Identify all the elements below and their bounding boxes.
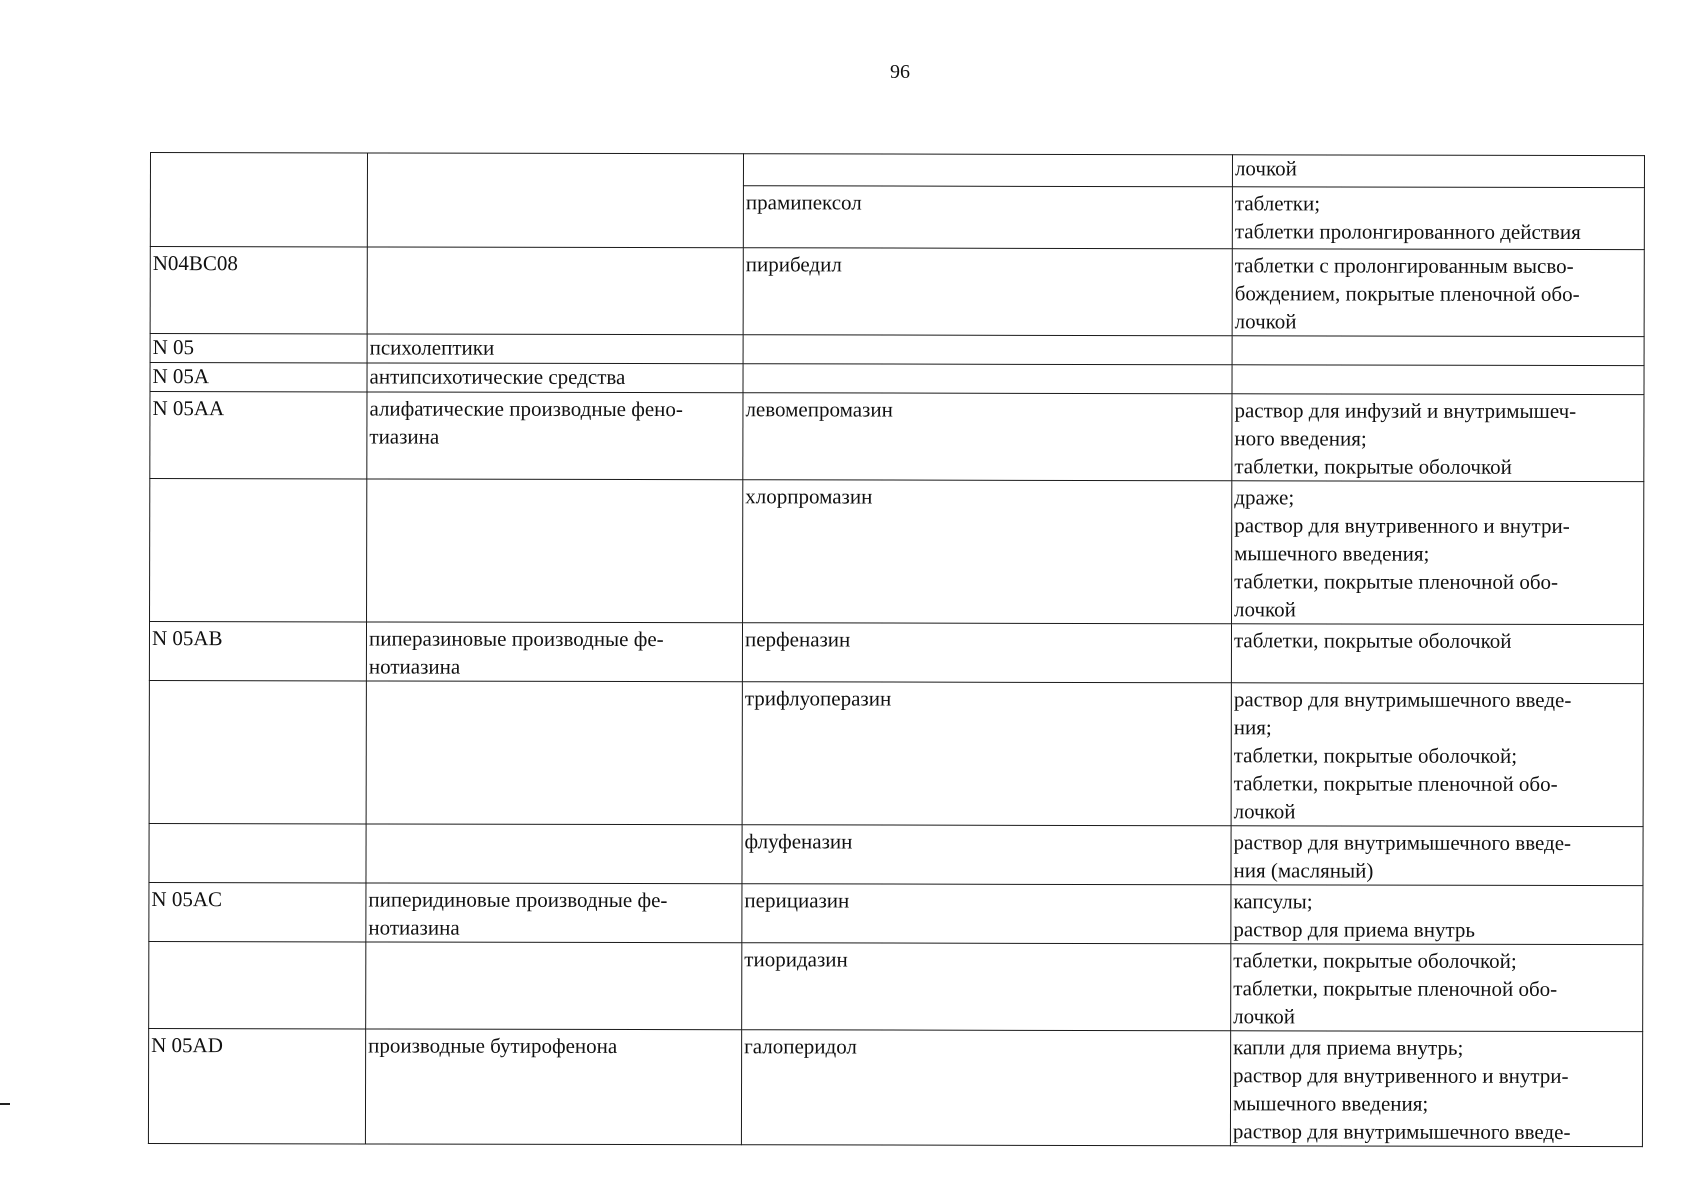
atc-code-cell (149, 823, 366, 882)
dosage-form-cell: раствор для внутримышечного введе- ния (масляный) (1231, 826, 1643, 886)
dosage-form-cell (1232, 336, 1644, 366)
group-name-cell: пиперидиновые производные фе- нотиазина (366, 883, 742, 943)
drug-name-cell: трифлуоперазин (742, 682, 1231, 826)
atc-code-cell: N 05AB (149, 622, 366, 681)
drug-name-cell: галоперидол (741, 1030, 1230, 1146)
dosage-form-cell: таблетки, покрытые оболочкой; таблетки, покрытые пленочной обо- лочкой (1231, 944, 1643, 1032)
atc-code-cell: N 05AA (150, 392, 367, 479)
group-name-cell (367, 153, 743, 248)
drug-name-cell: перициазин (742, 884, 1231, 944)
dosage-form-cell: раствор для инфузий и внутримышеч- ного введения; таблетки, покрытые оболочкой (1232, 394, 1644, 482)
atc-code-cell (150, 479, 367, 622)
atc-code-cell: N 05AD (148, 1028, 365, 1143)
group-name-cell: антипсихотические средства (367, 363, 743, 393)
drug-name-cell: флуфеназин (742, 825, 1231, 885)
drug-name-cell (743, 154, 1232, 187)
drug-name-cell: левомепромазин (743, 393, 1232, 481)
atc-code-cell: N04BC08 (150, 247, 367, 334)
drug-name-cell: тиоридазин (742, 943, 1231, 1031)
group-name-cell (367, 479, 743, 623)
drug-name-cell (743, 364, 1232, 394)
group-name-cell: производные бутирофенона (365, 1029, 741, 1145)
dosage-form-cell: лочкой (1232, 155, 1644, 188)
drug-name-cell: прамипексол (743, 186, 1232, 249)
atc-code-cell (149, 680, 366, 823)
dosage-form-cell: капли для приема внутрь; раствор для внутривенного и внутри- мышечного введения; раствор для внутримышечного введе- (1230, 1031, 1642, 1147)
atc-code-cell: N 05AC (149, 882, 366, 941)
group-name-cell: алифатические производные фено- тиазина (367, 392, 743, 480)
atc-code-cell (150, 153, 367, 247)
table-row (149, 622, 1643, 684)
atc-code-cell: N 05A (150, 363, 367, 392)
dosage-form-cell (1232, 365, 1644, 395)
group-name-cell: пиперазиновые производные фе- нотиазина (366, 622, 742, 682)
table-row (148, 1028, 1642, 1146)
dosage-form-cell: раствор для внутримышечного введе- ния; таблетки, покрытые оболочкой; таблетки, покрытые пленочной обо- лочкой (1231, 683, 1643, 827)
drug-name-cell: пирибедил (743, 248, 1232, 336)
table-row (150, 363, 1644, 395)
dosage-form-cell: капсулы; раствор для приема внутрь (1231, 885, 1643, 945)
table-row (150, 479, 1644, 625)
atc-code-cell: N 05 (150, 334, 367, 363)
group-name-cell (366, 824, 742, 884)
dosage-form-cell: таблетки; таблетки пролонгированного действия (1232, 187, 1644, 250)
drug-name-cell: хлорпромазин (743, 480, 1232, 624)
table-row (149, 941, 1643, 1031)
group-name-cell (366, 942, 742, 1030)
table-row (150, 392, 1644, 482)
drug-classification-table (148, 152, 1645, 1147)
drug-name-cell (743, 335, 1232, 365)
table-row (149, 680, 1643, 826)
table-row (150, 334, 1644, 366)
table-row (149, 823, 1643, 885)
dosage-form-cell: драже; раствор для внутривенного и внутри- мышечного введения; таблетки, покрытые пленочной обо- лочкой (1232, 481, 1644, 625)
atc-code-cell (149, 941, 366, 1028)
group-name-cell (367, 247, 743, 335)
table-row (150, 153, 1644, 188)
dosage-form-cell: таблетки с пролонгированным высво- бождением, покрытые пленочной обо- лочкой (1232, 249, 1644, 337)
margin-mark (0, 1103, 10, 1105)
table-row (150, 247, 1644, 337)
group-name-cell: психолептики (367, 334, 743, 364)
page-number: 96 (890, 61, 910, 83)
dosage-form-cell: таблетки, покрытые оболочкой (1231, 624, 1643, 684)
table-row (149, 882, 1643, 944)
group-name-cell (366, 681, 742, 825)
drug-name-cell: перфеназин (742, 623, 1231, 683)
